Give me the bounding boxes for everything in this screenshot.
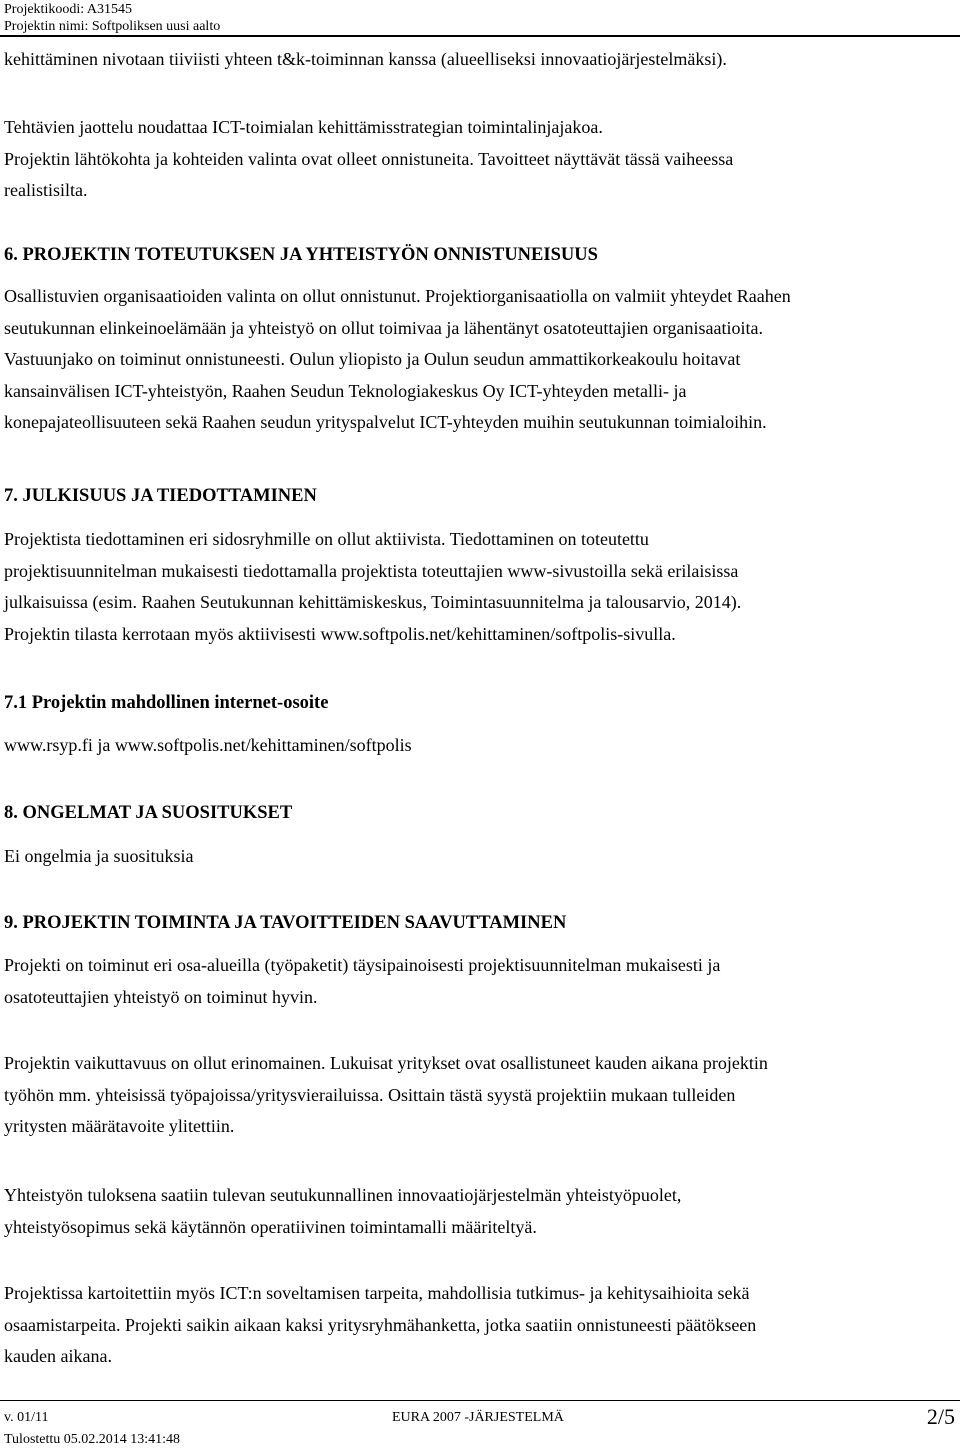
section-8-paragraph bbox=[4, 841, 193, 873]
section-6-heading: 6. PROJEKTIN TOTEUTUKSEN JA YHTEISTYÖN ONNISTUNEISUUS bbox=[4, 245, 598, 265]
footer-system-name: EURA 2007 -JÄRJESTELMÄ bbox=[392, 1410, 564, 1425]
paragraph-task-division bbox=[4, 112, 733, 207]
section-9-paragraph-3 bbox=[4, 1180, 681, 1243]
text-line: työhön mm. yhteisissä työpajoissa/yritysvierailuissa. Osittain tästä syystä projektiin mukaan tulleiden bbox=[4, 1084, 736, 1105]
project-code: Projektikoodi: A31545 bbox=[4, 2, 132, 17]
section-9-paragraph-2 bbox=[4, 1048, 768, 1143]
section-6-paragraph bbox=[4, 281, 791, 439]
text-line: Projektista tiedottaminen eri sidosryhmille on ollut aktiivista. Tiedottaminen on toteutettu bbox=[4, 529, 649, 549]
text-line: Yhteistyön tuloksena saatiin tulevan seutukunnallinen innovaatiojärjestelmän yhteistyöpuolet, bbox=[4, 1185, 682, 1205]
text-line: Tehtävien jaottelu noudattaa ICT-toimialan kehittämisstrategian toimintalinjajakoa. bbox=[4, 117, 603, 137]
text-line: Vastuunjako on toiminut onnistuneesti. Oulun yliopisto ja Oulun seudun ammattikorkeakoulu hoitavat bbox=[4, 349, 741, 369]
text-line: osatoteuttajien yhteistyö on toiminut hyvin. bbox=[4, 986, 318, 1007]
text-line: Ei ongelmia ja suosituksia bbox=[4, 846, 194, 866]
text-line: Osallistuvien organisaatioiden valinta on ollut onnistunut. Projektiorganisaatiolla on valmiit yhteydet Raahen bbox=[4, 286, 791, 306]
section-9-paragraph-1 bbox=[4, 950, 720, 1013]
section-9-paragraph-4 bbox=[4, 1278, 756, 1373]
section-7-heading: 7. JULKISUUS JA TIEDOTTAMINEN bbox=[4, 486, 317, 506]
text-line: Projektissa kartoitettiin myös ICT:n soveltamisen tarpeita, mahdollisia tutkimus- ja kehitysaihioita sekä bbox=[4, 1283, 750, 1303]
section-9-heading: 9. PROJEKTIN TOIMINTA JA TAVOITTEIDEN SAAVUTTAMINEN bbox=[4, 913, 567, 933]
section-7-1-heading: 7.1 Projektin mahdollinen internet-osoite bbox=[4, 693, 329, 713]
web-address-text: www.rsyp.fi ja www.softpolis.net/kehittaminen/softpolis bbox=[4, 735, 412, 755]
section-8-heading: 8. ONGELMAT JA SUOSITUKSET bbox=[4, 803, 293, 823]
footer-version: v. 01/11 bbox=[4, 1410, 49, 1425]
footer-print-timestamp: Tulostettu 05.02.2014 13:41:48 bbox=[4, 1432, 181, 1447]
text-line: yhteistyösopimus sekä käytännön operatiivinen toimintamalli määriteltyä. bbox=[4, 1216, 537, 1237]
text-line: kauden aikana. bbox=[4, 1346, 112, 1366]
text-line: Projekti on toiminut eri osa-alueilla (työpaketit) täysipainoisesti projektisuunnitelman mukaisesti ja bbox=[4, 955, 721, 975]
text-line: kehittäminen nivotaan tiiviisti yhteen t&k-toiminnan kanssa (alueelliseksi innovaatiojärjestelmäksi). bbox=[4, 49, 727, 69]
project-name: Projektin nimi: Softpoliksen uusi aalto bbox=[4, 19, 221, 34]
section-7-paragraph bbox=[4, 524, 741, 650]
text-line: Projektin tilasta kerrotaan myös aktiivisesti www.softpolis.net/kehittaminen/softpolis-sivulla. bbox=[4, 623, 676, 644]
page-number: 2/5 bbox=[926, 1404, 955, 1429]
paragraph-intro bbox=[4, 44, 727, 76]
text-line: Projektin vaikuttavuus on ollut erinomainen. Lukuisat yritykset ovat osallistuneet kauden aikana projektin bbox=[4, 1053, 768, 1073]
text-line: kansainvälisen ICT-yhteistyön, Raahen Seudun Teknologiakeskus Oy ICT-yhteyden metalli- ja bbox=[4, 380, 687, 401]
text-line: seutukunnan elinkeinoelämään ja yhteistyö on ollut toimivaa ja lähentänyt osatoteuttajien organisaatioita. bbox=[4, 317, 763, 338]
header-divider bbox=[0, 35, 960, 37]
text-line: Projektin lähtökohta ja kohteiden valinta ovat olleet onnistuneita. Tavoitteet näyttävät tässä vaiheessa bbox=[4, 148, 734, 169]
section-7-1-paragraph bbox=[4, 730, 412, 762]
text-line: julkaisuissa (esim. Raahen Seutukunnan kehittämiskeskus, Toimintasuunnitelma ja talousarvio, 2014). bbox=[4, 592, 742, 612]
page-header bbox=[4, 1, 220, 35]
text-line: realistisilta. bbox=[4, 180, 88, 200]
text-line: konepajateollisuuteen sekä Raahen seudun yrityspalvelut ICT-yhteyden muihin seutukunnan toimialoihin. bbox=[4, 412, 767, 432]
footer-divider bbox=[0, 1400, 960, 1401]
text-line: yritysten määrätavoite ylitettiin. bbox=[4, 1116, 235, 1136]
text-line: projektisuunnitelman mukaisesti tiedottamalla projektista toteuttajien www-sivustoilla sekä erilaisissa bbox=[4, 560, 739, 581]
text-line: osaamistarpeita. Projekti saikin aikaan kaksi yritysryhmähanketta, jotka saatiin onnistuneesti päätökseen bbox=[4, 1314, 757, 1335]
